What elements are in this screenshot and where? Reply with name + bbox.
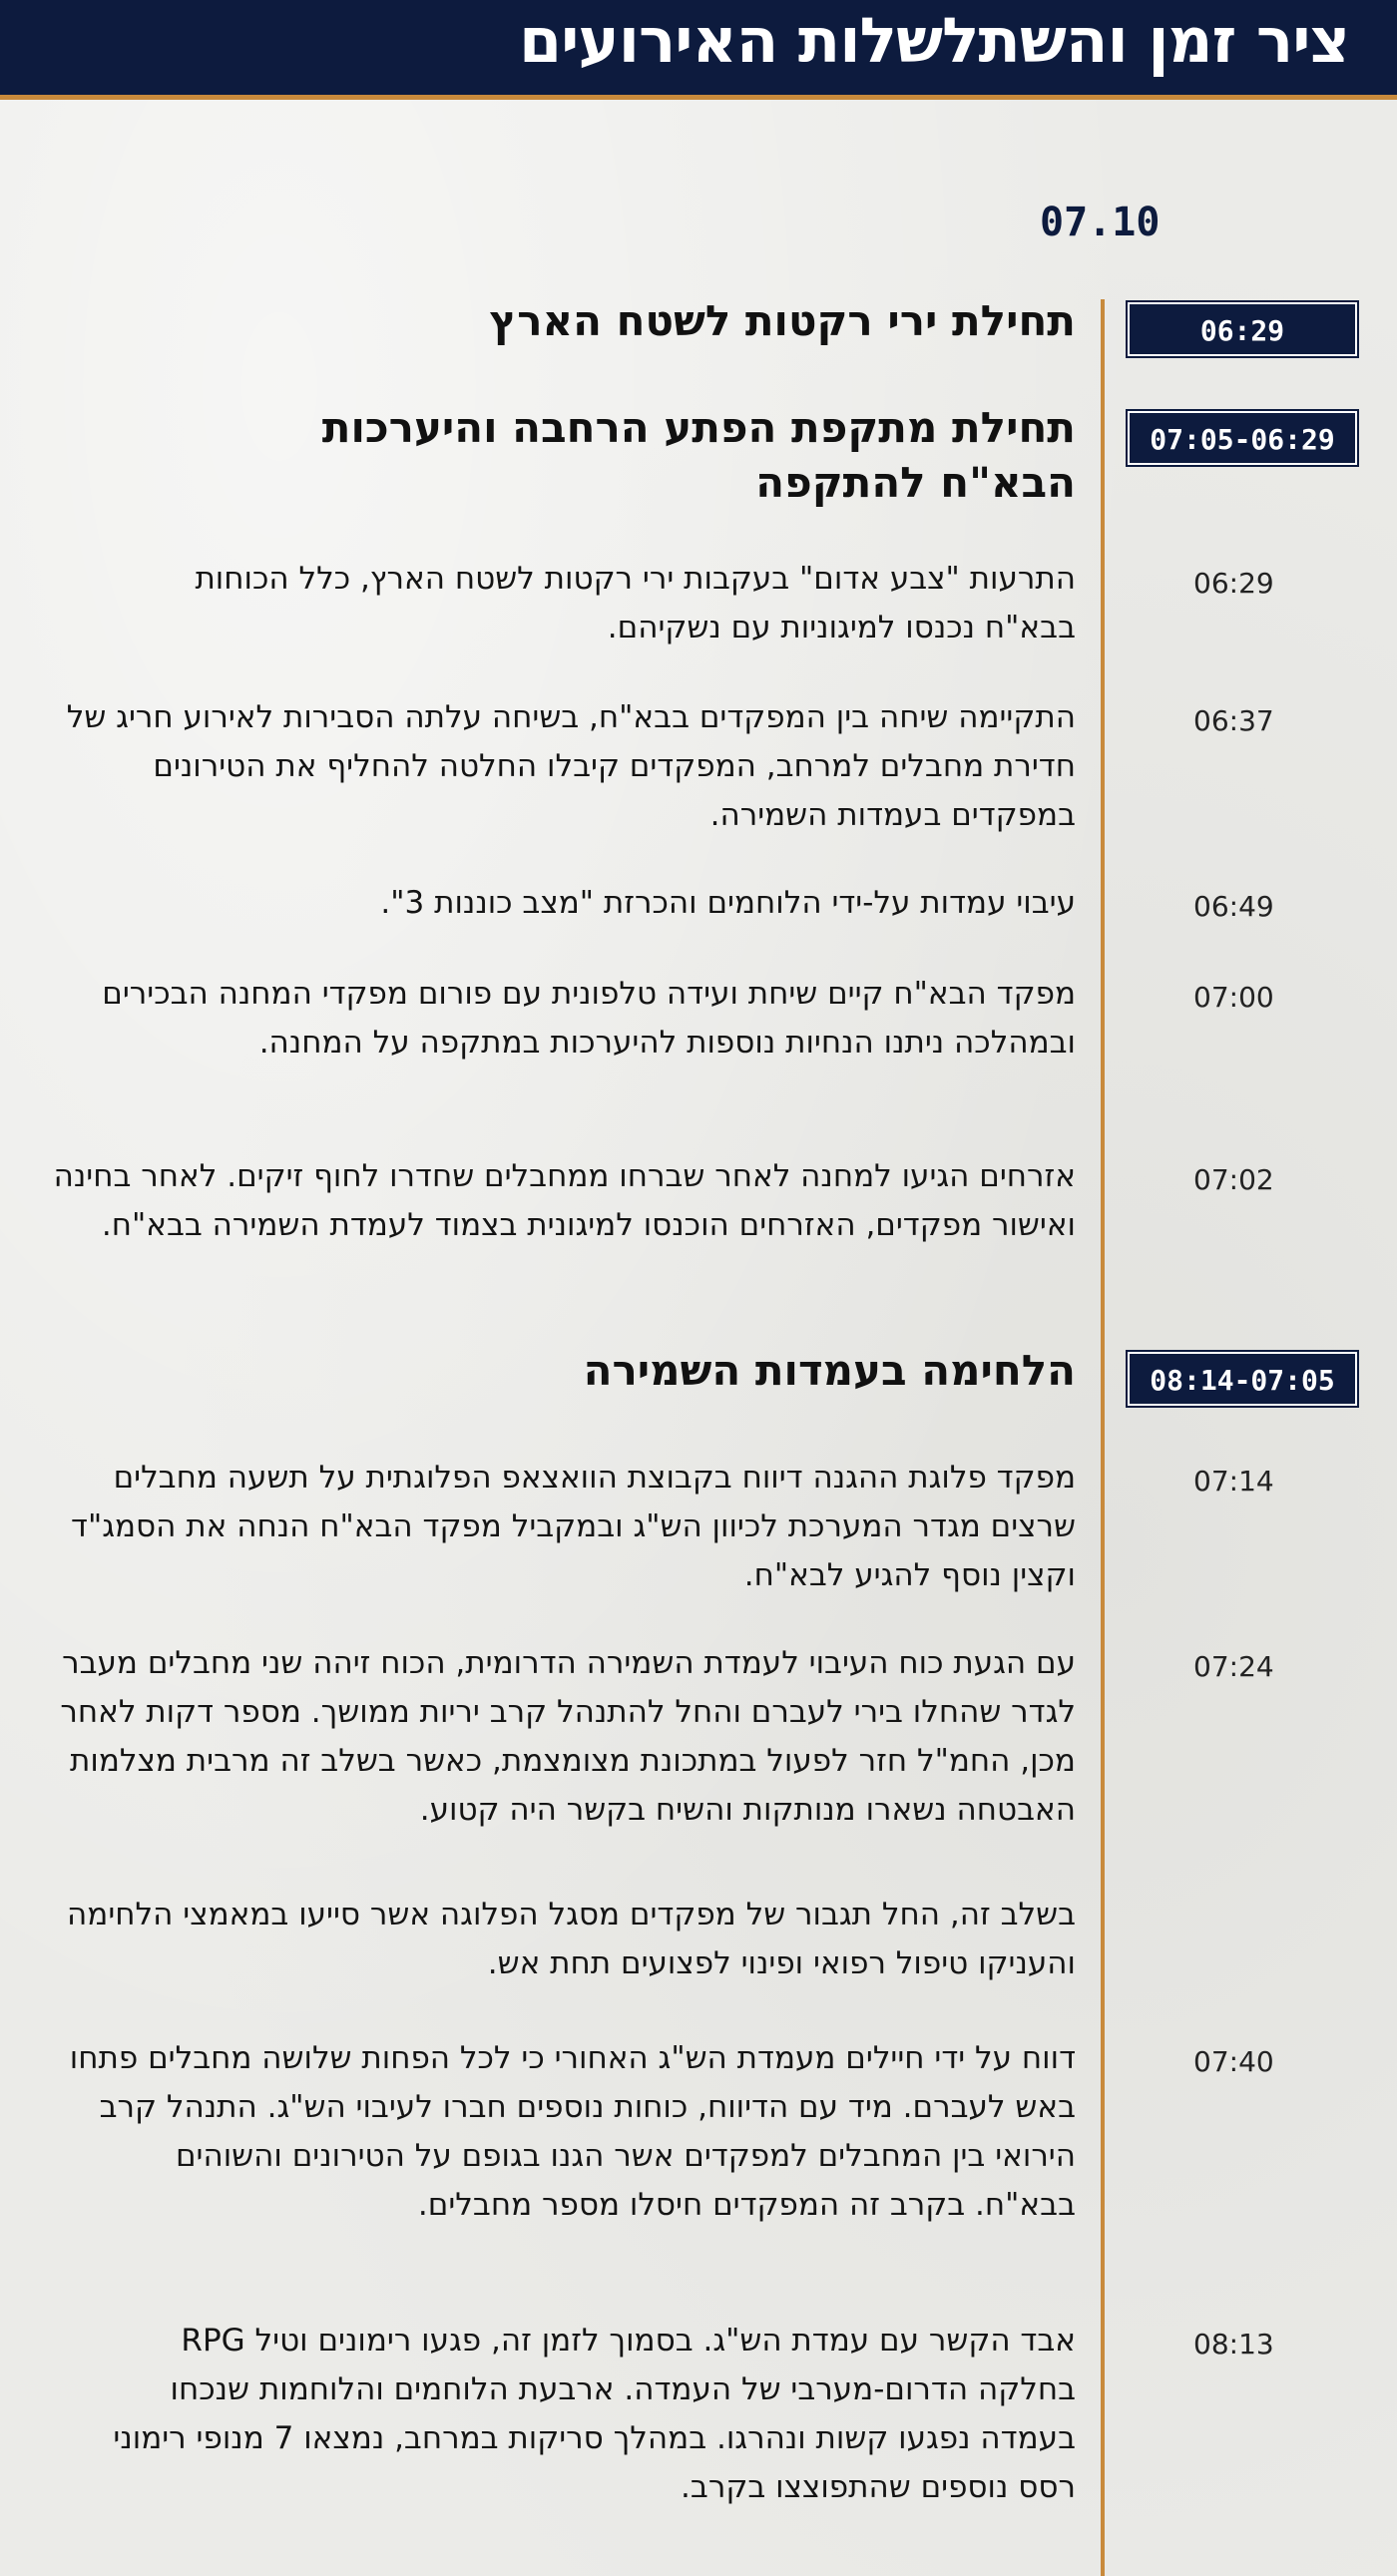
event-text: עם הגעת כוח העיבוי לעמדת השמירה הדרומית, הכוח זיהה שני מחבלים מעבר לגדר שהחלו בירי לעברם והחל להתנהל קרב יריות ממושך. מספר דקות לאחר מכן, החמ"ל חזר לפעול במתכונת מצומצמת, כאשר בשלב זה מרבית מצלמות האבטחה נשארו מנותקות והשיח בקשר היה קטוע. bbox=[60, 1645, 1076, 1828]
event-time: 06:29 bbox=[1193, 567, 1274, 600]
event-time: 08:13 bbox=[1193, 2328, 1274, 2361]
event-text: אבד הקשר עם עמדת הש"ג. בסמוך לזמן זה, פגעו רימונים וטיל RPG בחלקה הדרום-מערבי של העמדה. ארבעת הלוחמים והלוחמות שנכחו בעמדה נפגעו קשות ונהרגו. במהלך סריקות במרחב, נמצאו 7 מנופי רימוני רסס נוספים שהתפוצצו בקרב. bbox=[113, 2323, 1076, 2505]
event-text: אזרחים הגיעו למחנה לאחר שברחו ממחבלים שחדרו לחוף זיקים. לאחר בחינה ואישור מפקדים, האזרחים הוכנסו למיגונית בצמוד לעמדת השמירה בבא"ח. bbox=[53, 1158, 1076, 1243]
section-badge-rocket-fire: 06:29 bbox=[1128, 302, 1357, 356]
section-badge-guard-posts: 08:14-07:05 bbox=[1128, 1352, 1357, 1406]
event-time: 07:14 bbox=[1193, 1465, 1274, 1498]
event-text: התרעות "צבע אדום" בעקבות ירי רקטות לשטח הארץ, כלל הכוחות בבא"ח נכנסו למיגוניות עם נשקיהם. bbox=[195, 561, 1076, 645]
section-title-rocket-fire: תחילת ירי רקטות לשטח הארץ bbox=[489, 296, 1076, 345]
section-badge-surprise-attack: 07:05-06:29 bbox=[1128, 411, 1357, 465]
section-title-surprise-attack: תחילת מתקפת הפתע הרחבה והיערכות הבא"ח להתקפה bbox=[321, 403, 1076, 507]
event-text-continued: בשלב זה, החל תגבור של מפקדים מסגל הפלוגה אשר סייעו במאמצי הלחימה והעניקו טיפול רפואי ופינוי לפצועים תחת אש. bbox=[67, 1897, 1076, 1981]
page-title: ציר זמן והשתלשלות האירועים bbox=[518, 4, 1349, 77]
event-time: 07:02 bbox=[1193, 1163, 1274, 1196]
event-time: 06:49 bbox=[1193, 890, 1274, 923]
event-text: מפקד הבא"ח קיים שיחת ועידה טלפונית עם פורום מפקדי המחנה הבכירים ובמהלכה ניתנו הנחיות נוספות להיערכות במתקפה על המחנה. bbox=[102, 976, 1076, 1061]
event-time: 06:37 bbox=[1193, 704, 1274, 737]
event-time: 07:24 bbox=[1193, 1650, 1274, 1683]
event-time: 07:00 bbox=[1193, 981, 1274, 1014]
event-text: התקיימה שיחה בין המפקדים בבא"ח, בשיחה עלתה הסבירות לאירוע חריג של חדירת מחבלים למרחב, המפקדים קיבלו החלטה להחליף את הטירונים במפקדים בעמדות השמירה. bbox=[66, 699, 1076, 833]
event-text: מפקד פלוגת ההגנה דיווח בקבוצת הוואצאפ הפלוגתית על תשעה מחבלים שרצים מגדר המערכת לכיוון הש"ג ובמקביל מפקד הבא"ח הנחה את הסמג"ד וקצין נוסף להגיע לבא"ח. bbox=[71, 1460, 1076, 1593]
event-time: 07:40 bbox=[1193, 2045, 1274, 2078]
page-header bbox=[0, 0, 1397, 100]
timeline-date: 07.10 bbox=[1040, 200, 1161, 245]
event-text: דווח על ידי חיילים מעמדת הש"ג האחורי כי לכל הפחות שלושה מחבלים פתחו באש לעברם. מיד עם הדיווח, כוחות נוספים חברו לעיבוי הש"ג. התנהל קרב הירואי בין המחבלים למפקדים אשר הגנו בגופם על הטירונים והשוהים בבא"ח. בקרב זה המפקדים חיסלו מספר מחבלים. bbox=[69, 2040, 1076, 2223]
event-text: עיבוי עמדות על-ידי הלוחמים והכרזת "מצב כוננות 3". bbox=[380, 885, 1076, 921]
section-title-guard-posts: הלחימה בעמדות השמירה bbox=[583, 1346, 1076, 1395]
timeline-line bbox=[1101, 299, 1105, 2576]
